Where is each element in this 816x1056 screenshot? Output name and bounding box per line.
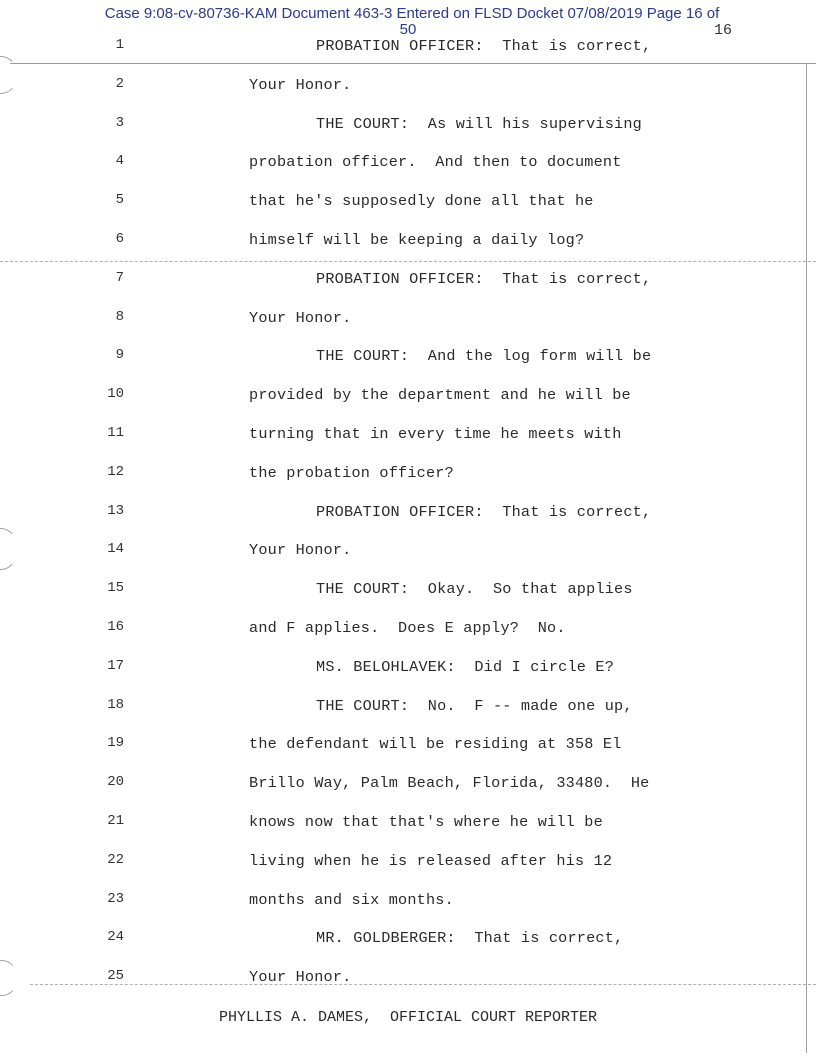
line-text: and F applies. Does E apply? No. (249, 619, 566, 637)
line-number: 21 (107, 813, 124, 829)
line-text: knows now that that's where he will be (249, 813, 603, 831)
line-text: himself will be keeping a daily log? (249, 231, 585, 249)
line-number: 20 (107, 774, 124, 791)
transcript-line (0, 386, 816, 424)
transcript-line (0, 658, 816, 696)
transcript-line (0, 735, 816, 773)
line-number: 1 (115, 37, 124, 53)
line-text: MS. BELOHLAVEK: Did I circle E? (316, 657, 615, 676)
transcript-line (0, 309, 816, 347)
line-number: 6 (115, 231, 124, 247)
transcript-line (0, 76, 816, 114)
line-text: THE COURT: No. F -- made one up, (316, 696, 633, 715)
transcript-line (0, 852, 816, 890)
transcript-line (0, 464, 816, 502)
line-number: 2 (115, 75, 124, 92)
line-text: Your Honor. (249, 75, 352, 94)
docket-header-line1: Case 9:08-cv-80736-KAM Document 463-3 Entered on FLSD Docket 07/08/2019 Page 16 of (104, 5, 720, 22)
line-number: 25 (107, 968, 124, 985)
transcript-line (0, 37, 816, 75)
line-text: THE COURT: As will his supervising (316, 114, 642, 133)
transcript-line (0, 347, 816, 385)
line-number: 16 (107, 619, 124, 635)
line-number: 18 (107, 696, 124, 713)
line-number: 24 (107, 929, 124, 946)
transcript-line (0, 929, 816, 967)
docket-header-line2: 50 (399, 21, 417, 38)
line-number: 14 (107, 541, 124, 558)
line-number: 9 (115, 347, 124, 364)
line-text: Your Honor. (249, 308, 352, 327)
line-text: MR. GOLDBERGER: That is correct, (316, 929, 624, 948)
line-number: 13 (107, 502, 124, 519)
transcript-line (0, 813, 816, 851)
line-number: 12 (107, 463, 124, 480)
line-text: living when he is released after his 12 (249, 851, 613, 870)
line-text: THE COURT: And the log form will be (316, 347, 652, 366)
line-number: 11 (107, 425, 124, 441)
transcript-line (0, 580, 816, 618)
line-number: 5 (115, 192, 124, 209)
transcript-line (0, 231, 816, 269)
line-text: PROBATION OFFICER: That is correct, (316, 502, 652, 521)
transcript-line (0, 153, 816, 191)
line-text: that he's supposedly done all that he (249, 192, 594, 211)
transcript-line (0, 619, 816, 657)
line-text: turning that in every time he meets with (249, 425, 622, 443)
line-number: 8 (115, 308, 124, 325)
line-text: the probation officer? (249, 463, 454, 482)
line-text: probation officer. And then to document (249, 153, 622, 172)
line-text: Your Honor. (249, 541, 352, 560)
transcript-line (0, 774, 816, 812)
line-text: PROBATION OFFICER: That is correct, (316, 37, 652, 55)
line-text: provided by the department and he will be (249, 386, 631, 405)
line-text: Brillo Way, Palm Beach, Florida, 33480. He (249, 774, 650, 793)
line-text: THE COURT: Okay. So that applies (316, 580, 633, 599)
line-number: 17 (107, 657, 124, 674)
court-reporter-footer: PHYLLIS A. DAMES, OFFICIAL COURT REPORTER (218, 1009, 598, 1026)
line-number: 19 (107, 735, 124, 752)
line-number: 7 (115, 269, 124, 286)
transcript-line (0, 968, 816, 1006)
transcript-line (0, 891, 816, 929)
line-number: 4 (115, 153, 124, 170)
line-text: months and six months. (249, 890, 454, 909)
line-number: 23 (107, 890, 124, 907)
line-text: PROBATION OFFICER: That is correct, (316, 269, 652, 288)
transcript-line (0, 192, 816, 230)
transcript-line (0, 270, 816, 308)
line-number: 22 (107, 851, 124, 868)
transcript-line (0, 541, 816, 579)
transcript-line (0, 425, 816, 463)
transcript-line (0, 697, 816, 735)
line-number: 10 (107, 386, 124, 403)
line-text: the defendant will be residing at 358 El (249, 735, 622, 754)
transcript-line (0, 503, 816, 541)
transcript-line (0, 115, 816, 153)
line-text: Your Honor. (249, 968, 352, 987)
line-number: 3 (115, 114, 124, 131)
line-number: 15 (107, 580, 124, 597)
transcript-page-number: 16 (713, 22, 732, 39)
